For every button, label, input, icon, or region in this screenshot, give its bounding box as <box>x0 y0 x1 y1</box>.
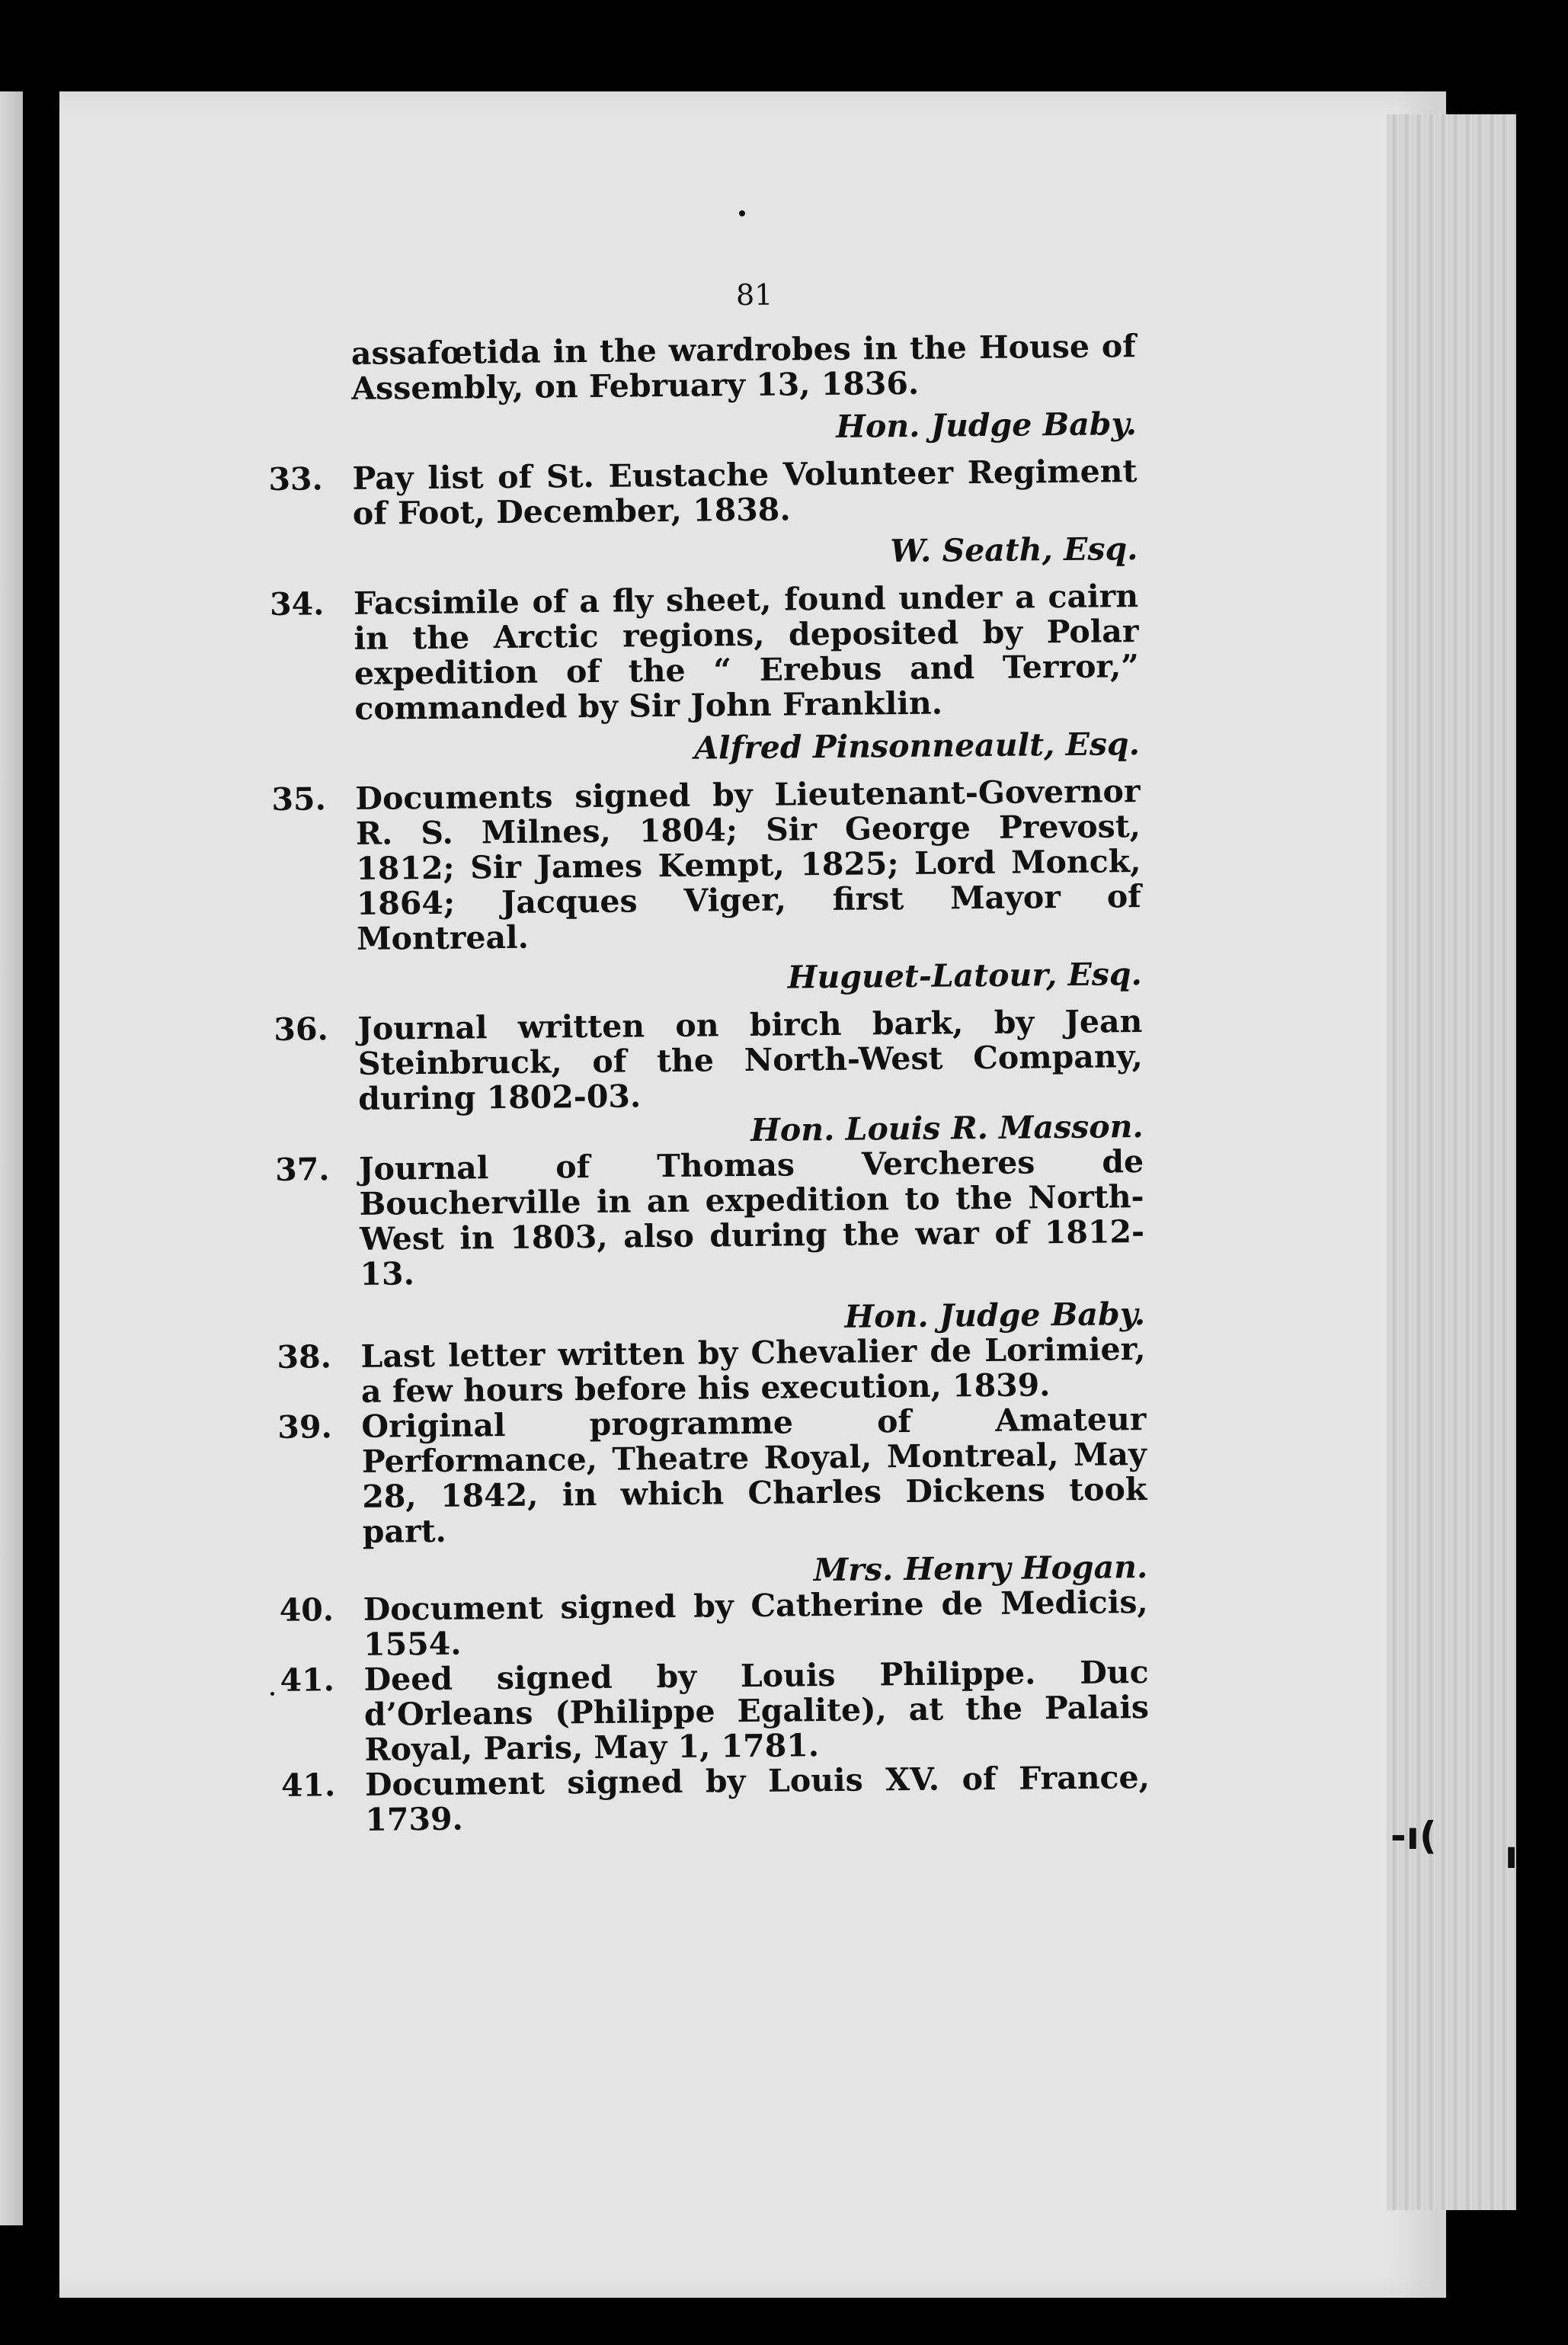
item-donor: Mrs. Henry Hogan. <box>813 1548 1148 1589</box>
item-number: 36. <box>274 1011 328 1048</box>
page-number: 81 <box>735 277 773 312</box>
item-number: 38. <box>277 1338 332 1376</box>
list-item <box>270 578 1140 770</box>
list-item <box>280 1584 1149 1663</box>
intro-continuation: assafœtida in the wardrobes in the House of Assembly, on February 13, 1836. <box>350 328 1137 407</box>
list-item <box>268 453 1138 575</box>
item-donor: Hon. Louis R. Masson. <box>750 1108 1144 1148</box>
item-number: 41. <box>280 1767 336 1804</box>
item-number: 41. <box>280 1661 335 1699</box>
list-item <box>280 1655 1149 1768</box>
item-donor: Huguet-Latour, Esq. <box>787 956 1142 996</box>
item-text: Pay list of St. Eustache Volunteer Regiment of Foot, December, 1838. <box>352 453 1138 532</box>
list-item <box>271 774 1142 1000</box>
item-number: 34. <box>269 585 325 623</box>
list-item <box>277 1402 1147 1593</box>
item-text: Deed signed by Louis Philippe. Duc d’Orleans (Philippe Egalite), at the Palais Royal, Paris, May 1, 1781. <box>363 1653 1150 1768</box>
item-donor: Hon. Judge Baby. <box>844 1295 1146 1335</box>
item-number: 37. <box>274 1151 330 1188</box>
item-text: Journal written on birch bark, by Jean Steinbruck, of the North-West Company, during 1802-03. <box>357 1003 1144 1117</box>
item-donor: Alfred Pinsonneault, Esq. <box>693 726 1141 767</box>
item-number: 35. <box>271 780 327 818</box>
adjacent-page-edge <box>0 91 23 2225</box>
item-number: 40. <box>279 1591 334 1629</box>
item-text: Documents signed by Lieutenant-Governor R. S. Milnes, 1804; Sir George Prevost, 1812; Sir James Kempt, 1825; Lord Monck, 1864; Jacques Viger, first Mayor of Montreal. <box>355 773 1142 957</box>
margin-mark: ı <box>1505 1833 1518 1877</box>
list-item <box>274 1004 1144 1152</box>
list-item <box>277 1331 1146 1410</box>
page-stack-edge <box>1387 114 1516 2210</box>
item-text: Document signed by Louis XV. of France, 1739. <box>364 1758 1150 1838</box>
item-text: Document signed by Catherine de Medicis, 1554. <box>363 1583 1148 1663</box>
intro-entry <box>267 328 1137 450</box>
item-text: Journal of Thomas Vercheres de Boucherville in an expedition to the North-West in 1803, also during the war of 1812-13. <box>358 1143 1145 1293</box>
item-number: 33. <box>268 460 324 498</box>
list-item <box>281 1760 1150 1838</box>
margin-mark: -ı( <box>1390 1814 1437 1858</box>
item-text: Original programme of Amateur Performance, Theatre Royal, Montreal, May 28, 1842, in which Charles Dickens took part. <box>361 1400 1147 1550</box>
list-item <box>275 1144 1145 1340</box>
speck <box>739 210 745 216</box>
item-text: Facsimile of a fly sheet, found under a cairn in the Arctic regions, deposited by Polar expedition of the “ Erebus and Terror,” commanded by Sir John Franklin. <box>353 578 1140 727</box>
speck <box>270 1692 274 1696</box>
item-donor: W. Seath, Esq. <box>890 530 1138 570</box>
page-text <box>267 274 1150 1838</box>
intro-donor: Hon. Judge Baby. <box>836 405 1138 445</box>
item-text: Last letter written by Chevalier de Lorimier, a few hours before his execution, 1839. <box>360 1330 1146 1410</box>
item-number: 39. <box>277 1408 332 1446</box>
